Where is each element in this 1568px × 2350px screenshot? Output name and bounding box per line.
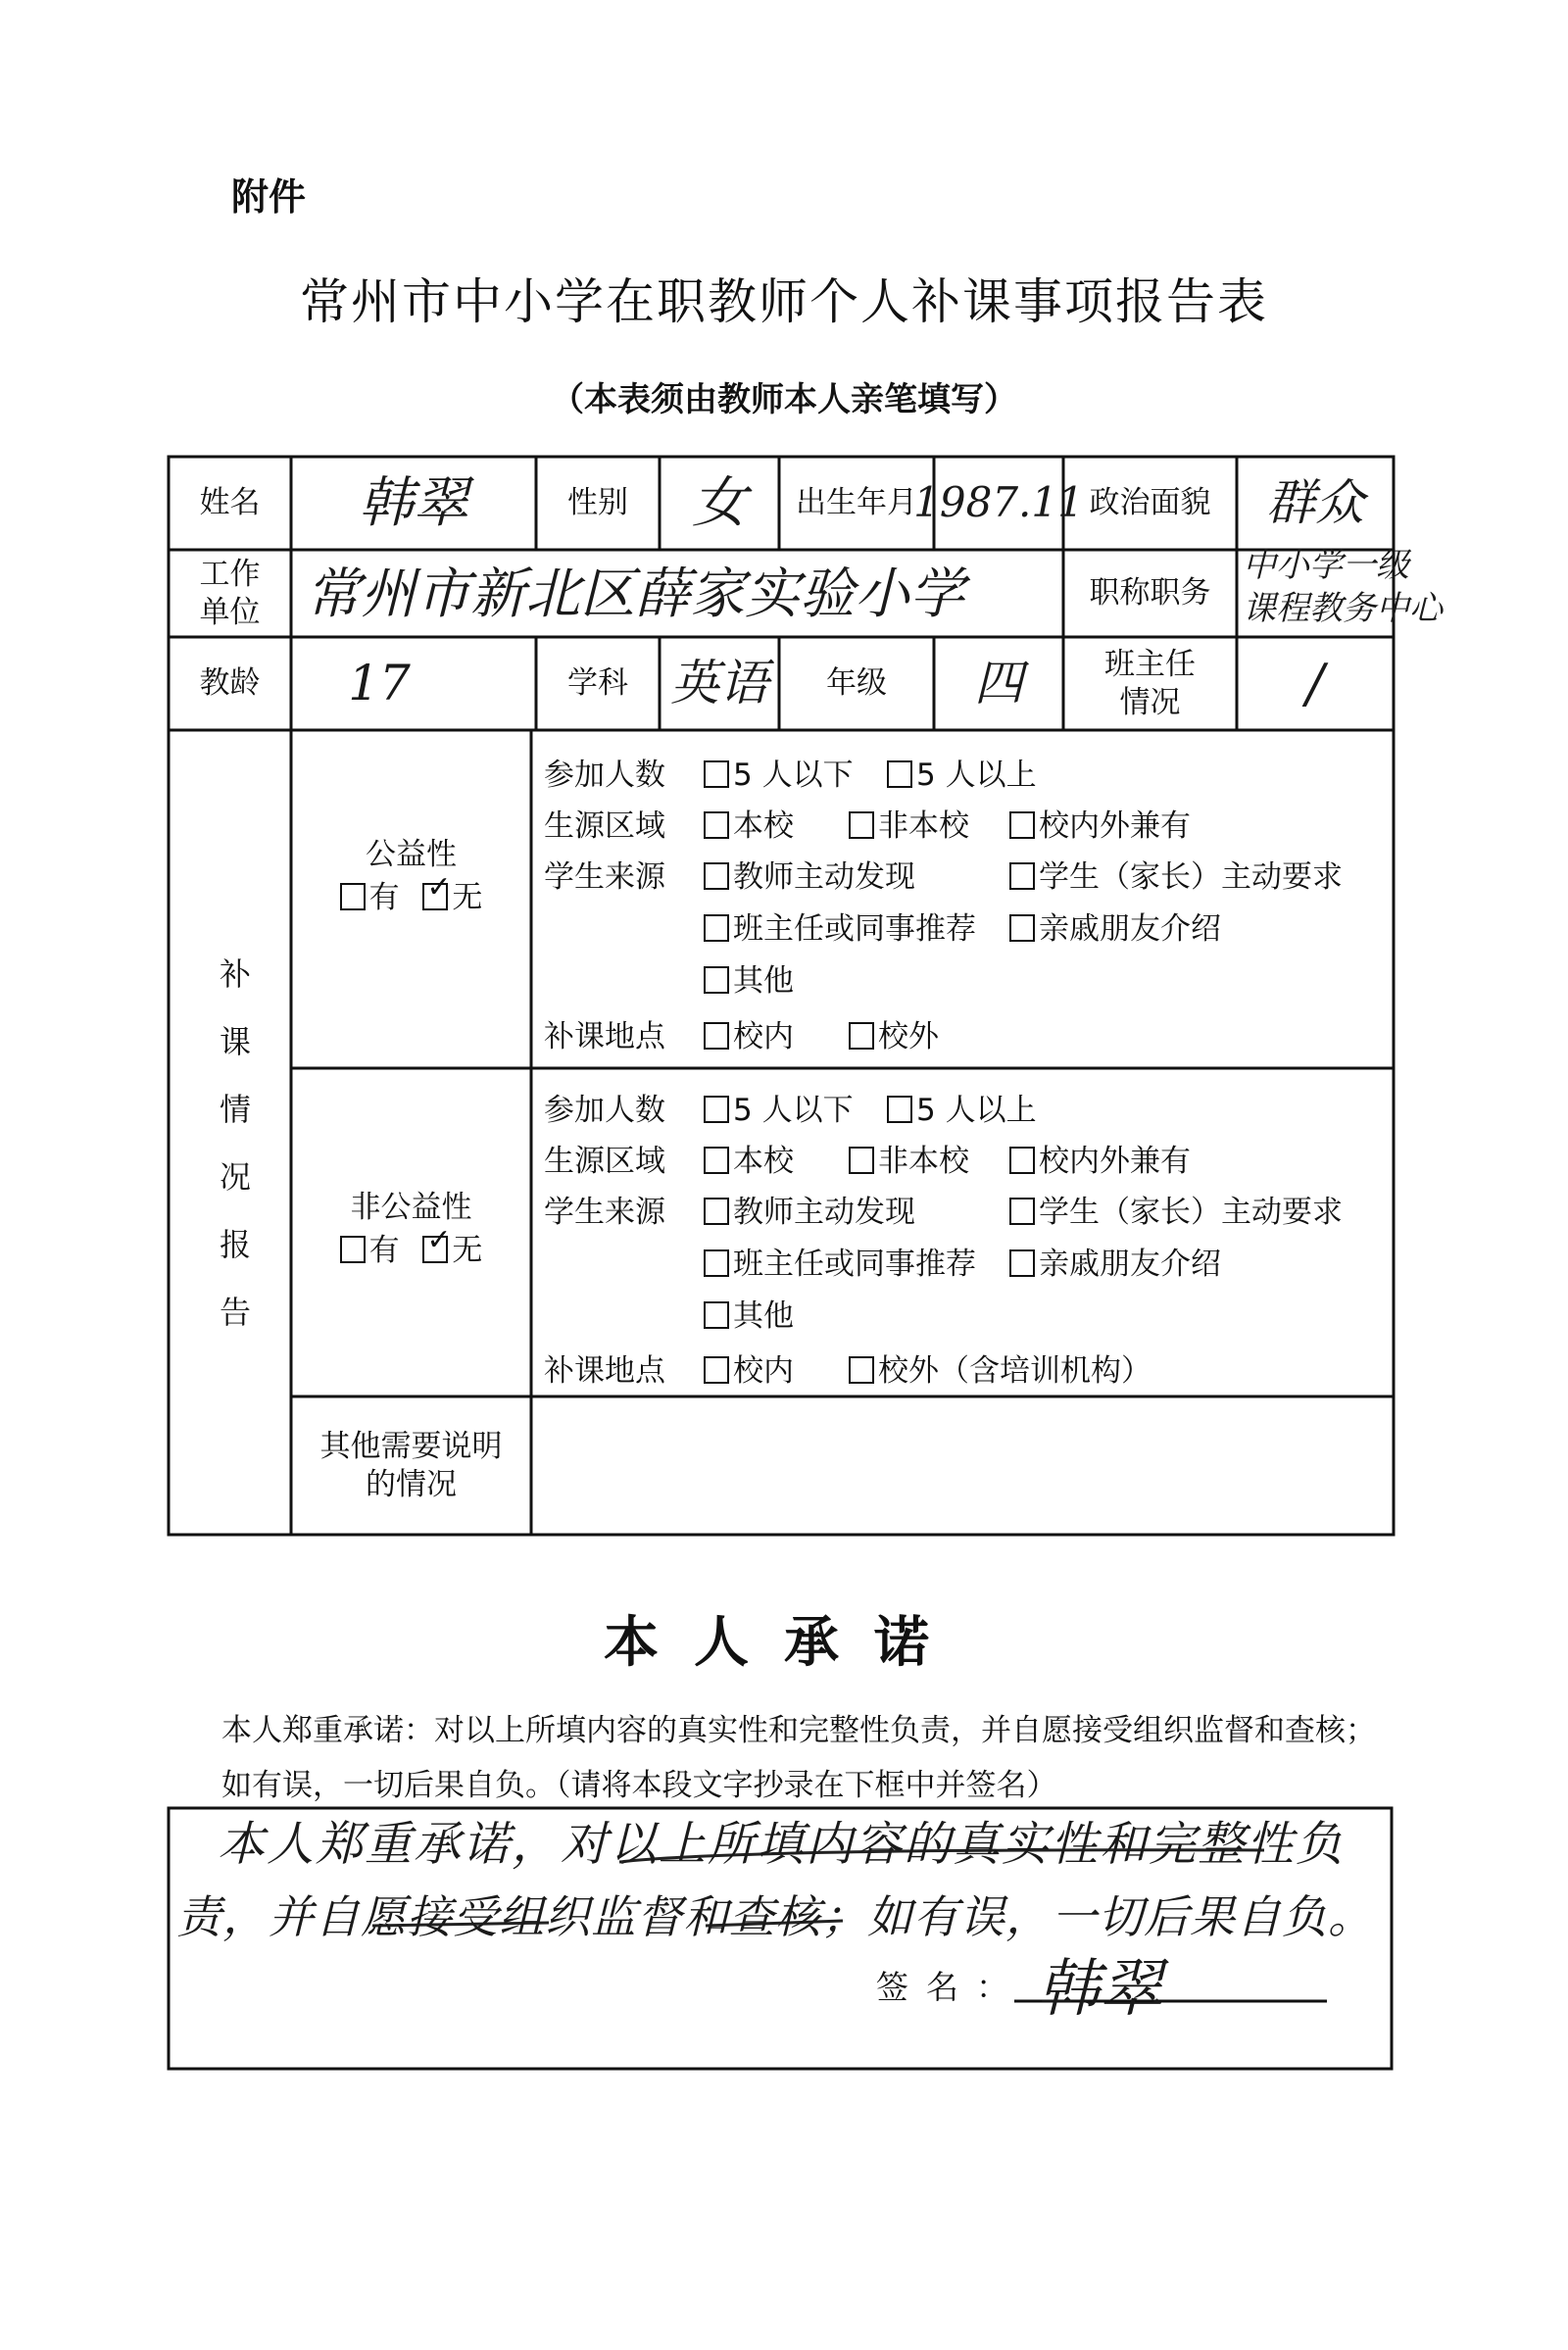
report-side-label: 补 课 情 况 报 告 [219,955,251,1331]
name-value: 韩翠 [359,470,468,535]
nonpublic-place-label: 补课地点 [544,1353,665,1389]
checkbox-icon [704,760,729,788]
nonpublic-source-label: 学生来源 [544,1195,665,1230]
checkbox-icon [704,1022,729,1050]
public-source-opt3[interactable]: 班主任或同事推荐 [704,904,976,948]
public-count-label: 参加人数 [544,758,665,793]
nonpublic-label: 非公益性 [350,1190,472,1225]
checkbox-icon [849,1356,874,1384]
checkbox-icon [704,1356,729,1384]
public-region-label: 生源区域 [544,808,665,844]
politics-value: 群众 [1266,474,1364,532]
nonpublic-no-checkbox[interactable] [422,1236,448,1263]
form-title: 常州市中小学在职教师个人补课事项报告表 [300,273,1268,330]
nonpublic-count-label: 参加人数 [544,1093,665,1128]
checkbox-icon [1009,862,1035,890]
public-place-opt2[interactable]: 校外 [849,1011,939,1055]
birth-value: 1987.11 [913,478,1084,527]
checkbox-icon [704,862,729,890]
title-value-1: 中小学一级 [1243,546,1409,585]
name-label: 姓名 [199,485,261,521]
public-type: 公益性 有 ✓ 无 [291,833,531,919]
nonpublic-region-opt2[interactable]: 非本校 [849,1136,969,1180]
nonpublic-type: 非公益性 有 ✓ 无 [291,1186,531,1272]
politics-label: 政治面貌 [1089,485,1211,521]
teach-years-value: 17 [348,655,411,712]
checkbox-icon [849,811,874,839]
checkbox-icon [704,966,729,994]
subject-value: 英语 [670,655,768,712]
checkbox-icon [849,1147,874,1174]
checkbox-icon [704,811,729,839]
public-place-opt1[interactable]: 校内 [704,1011,794,1055]
checkbox-icon [704,1147,729,1174]
nonpublic-region-opt3[interactable]: 校内外兼有 [1009,1136,1191,1180]
nonpublic-count-opt1[interactable]: 5 人以下 [704,1085,854,1129]
checkbox-icon [704,1301,729,1329]
checkbox-icon [887,1096,912,1123]
form-subtitle: （本表须由教师本人亲笔填写） [551,380,1017,419]
gender-value: 女 [692,470,747,535]
public-source-label: 学生来源 [544,859,665,895]
signature-value: 韩翠 [1037,1953,1162,2026]
public-count-opt2[interactable]: 5 人以上 [887,750,1037,794]
pledge-handwritten-line1: 本人郑重承诺，对以上所填内容的真实性和完整性负 [218,1817,1346,1872]
checkbox-icon [704,1249,729,1277]
gender-label: 性别 [567,485,628,521]
nonpublic-source-opt4[interactable]: 亲戚朋友介绍 [1009,1239,1221,1283]
nonpublic-yes-checkbox[interactable] [340,1236,366,1263]
pledge-text: 本人郑重承诺：对以上所填内容的真实性和完整性负责，并自愿接受组织监督和查核；如有误，一切后果自负。（请将本段文字抄录在下框中并签名） [221,1713,1376,1803]
checkbox-icon [704,1096,729,1123]
public-place-label: 补课地点 [544,1019,665,1054]
public-source-opt4[interactable]: 亲戚朋友介绍 [1009,904,1221,948]
other-value[interactable] [539,1403,1387,1529]
pledge-title: 本人承诺 [604,1611,964,1675]
public-no-checkbox[interactable] [422,883,448,910]
checkbox-icon [1009,1198,1035,1225]
unit-value: 常州市新北区薛家实验小学 [306,563,964,626]
head-teacher-label: 班主任 情况 [1104,646,1196,720]
title-value-2: 课程教务中心 [1243,589,1443,628]
head-teacher-value: / [1305,652,1325,714]
public-yes-checkbox[interactable] [340,883,366,910]
title-label: 职称职务 [1089,575,1211,612]
grade-label: 年级 [826,665,887,702]
nonpublic-place-opt2[interactable]: 校外（含培训机构） [849,1346,1152,1390]
checkbox-icon [849,1022,874,1050]
grade-value: 四 [974,655,1023,712]
checkbox-icon [887,760,912,788]
nonpublic-region-opt1[interactable]: 本校 [704,1136,794,1180]
checkbox-icon [1009,1249,1035,1277]
public-region-opt1[interactable]: 本校 [704,801,794,845]
nonpublic-region-label: 生源区域 [544,1144,665,1179]
nonpublic-source-opt2[interactable]: 学生（家长）主动要求 [1009,1187,1343,1231]
nonpublic-source-opt5[interactable]: 其他 [704,1291,794,1335]
checkbox-icon [1009,914,1035,942]
signature-label: 签名： [876,1968,1026,2006]
checkbox-icon [704,1198,729,1225]
checkbox-icon [704,914,729,942]
public-source-opt1[interactable]: 教师主动发现 [704,852,915,896]
public-region-opt2[interactable]: 非本校 [849,801,969,845]
subject-label: 学科 [567,665,628,702]
birth-label: 出生年月 [796,485,917,521]
unit-label: 工作 单位 [199,556,261,630]
checkbox-icon [1009,811,1035,839]
pledge-handwritten-line2: 责，并自愿接受组织监督和查核；如有误，一切后果自负。 [176,1890,1374,1943]
public-region-opt3[interactable]: 校内外兼有 [1009,801,1191,845]
public-count-opt1[interactable]: 5 人以下 [704,750,854,794]
public-source-opt5[interactable]: 其他 [704,955,794,1000]
public-label: 公益性 [366,837,457,872]
attachment-label: 附件 [231,175,307,219]
nonpublic-source-opt1[interactable]: 教师主动发现 [704,1187,915,1231]
nonpublic-count-opt2[interactable]: 5 人以上 [887,1085,1037,1129]
checkbox-icon [1009,1147,1035,1174]
teach-years-label: 教龄 [199,665,261,702]
other-label: 其他需要说明 的情况 [319,1428,503,1502]
nonpublic-source-opt3[interactable]: 班主任或同事推荐 [704,1239,976,1283]
nonpublic-place-opt1[interactable]: 校内 [704,1346,794,1390]
public-source-opt2[interactable]: 学生（家长）主动要求 [1009,852,1343,896]
